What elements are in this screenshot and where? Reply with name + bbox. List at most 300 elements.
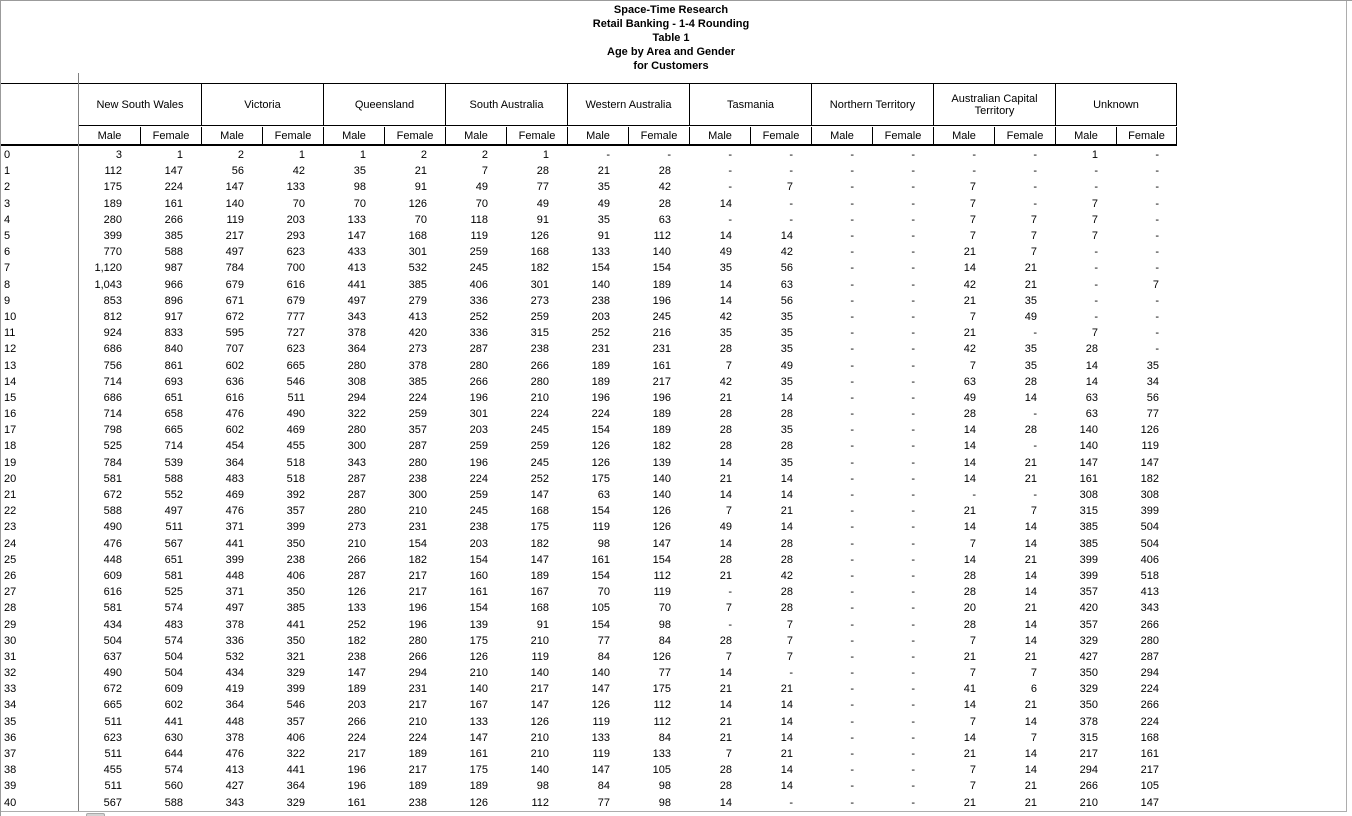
value-cell: 364 <box>286 780 305 793</box>
value-cell: 140 <box>652 489 671 502</box>
value-cell: - <box>850 391 854 404</box>
value-cell: 14 <box>719 537 732 550</box>
value-cell: 98 <box>536 780 549 793</box>
value-cell: 35 <box>780 327 793 340</box>
value-cell: - <box>911 440 915 453</box>
value-cell: 385 <box>164 230 183 243</box>
value-cell: 14 <box>719 667 732 680</box>
value-cell: 448 <box>103 553 122 566</box>
value-cell: 350 <box>286 634 305 647</box>
value-cell: 266 <box>164 213 183 226</box>
value-cell: 7 <box>969 537 976 550</box>
age-cell: 15 <box>4 391 17 404</box>
value-cell: - <box>850 764 854 777</box>
age-cell: 34 <box>4 699 17 712</box>
value-cell: - <box>850 537 854 550</box>
value-cell: 139 <box>652 456 671 469</box>
value-cell: 210 <box>530 391 549 404</box>
column-subheader: Male <box>811 127 872 145</box>
value-cell: 224 <box>408 731 427 744</box>
value-cell: 140 <box>652 472 671 485</box>
value-cell: 609 <box>103 569 122 582</box>
value-cell: 70 <box>597 586 610 599</box>
value-cell: 329 <box>1079 634 1098 647</box>
value-cell: 14 <box>780 391 793 404</box>
value-cell: 679 <box>225 278 244 291</box>
value-cell: - <box>850 424 854 437</box>
value-cell: - <box>911 213 915 226</box>
value-cell: 35 <box>780 343 793 356</box>
value-cell: - <box>728 165 732 178</box>
value-cell: - <box>850 230 854 243</box>
value-cell: 7 <box>1030 213 1037 226</box>
value-cell: 35 <box>780 424 793 437</box>
value-cell: 552 <box>164 489 183 502</box>
value-cell: 14 <box>963 424 976 437</box>
value-cell: - <box>850 618 854 631</box>
value-cell: 140 <box>530 667 549 680</box>
value-cell: 420 <box>1079 602 1098 615</box>
value-cell: 140 <box>652 246 671 259</box>
value-cell: 7 <box>969 780 976 793</box>
value-cell: 217 <box>1140 764 1159 777</box>
value-cell: 147 <box>530 489 549 502</box>
value-cell: 105 <box>1140 780 1159 793</box>
value-cell: 140 <box>225 197 244 210</box>
value-cell: 266 <box>469 375 488 388</box>
age-cell: 33 <box>4 683 17 696</box>
value-cell: 14 <box>1024 715 1037 728</box>
value-cell: - <box>1033 440 1037 453</box>
value-cell: 671 <box>225 294 244 307</box>
value-cell: 490 <box>286 408 305 421</box>
value-cell: 924 <box>103 327 122 340</box>
value-cell: - <box>850 327 854 340</box>
value-cell: 56 <box>231 165 244 178</box>
value-cell: - <box>850 472 854 485</box>
value-cell: 196 <box>652 391 671 404</box>
value-cell: - <box>972 489 976 502</box>
value-cell: 672 <box>225 310 244 323</box>
table-row <box>1 568 1177 584</box>
age-cell: 21 <box>4 489 17 502</box>
value-cell: - <box>911 602 915 615</box>
value-cell: 300 <box>408 489 427 502</box>
report-title <box>1 3 1341 73</box>
value-cell: 56 <box>780 294 793 307</box>
table-row <box>1 487 1177 503</box>
value-cell: - <box>911 408 915 421</box>
value-cell: 504 <box>164 667 183 680</box>
value-cell: 224 <box>1140 683 1159 696</box>
value-cell: 147 <box>530 699 549 712</box>
value-cell: 406 <box>286 569 305 582</box>
value-cell: 231 <box>408 521 427 534</box>
value-cell: 210 <box>408 505 427 518</box>
value-cell: 147 <box>591 683 610 696</box>
value-cell: 651 <box>164 391 183 404</box>
value-cell: - <box>789 213 793 226</box>
value-cell: 532 <box>225 650 244 663</box>
value-cell: - <box>1155 165 1159 178</box>
value-cell: 35 <box>1024 343 1037 356</box>
value-cell: 224 <box>347 731 366 744</box>
value-cell: 35 <box>1024 359 1037 372</box>
value-cell: 182 <box>408 553 427 566</box>
value-cell: 581 <box>103 472 122 485</box>
value-cell: 217 <box>408 569 427 582</box>
value-cell: 539 <box>164 456 183 469</box>
age-cell: 17 <box>4 424 17 437</box>
value-cell: 28 <box>780 602 793 615</box>
value-cell: 399 <box>286 521 305 534</box>
value-cell: 679 <box>286 294 305 307</box>
value-cell: 182 <box>530 537 549 550</box>
value-cell: - <box>911 586 915 599</box>
value-cell: 280 <box>347 359 366 372</box>
value-cell: 118 <box>470 213 488 226</box>
value-cell: - <box>1033 408 1037 421</box>
value-cell: 518 <box>1140 569 1159 582</box>
value-cell: 189 <box>652 408 671 421</box>
value-cell: 658 <box>164 408 183 421</box>
value-cell: 343 <box>1140 602 1159 615</box>
value-cell: 714 <box>103 408 122 421</box>
table-row <box>1 293 1177 309</box>
table-row <box>1 341 1177 357</box>
value-cell: 133 <box>286 181 305 194</box>
value-cell: 14 <box>1085 359 1098 372</box>
value-cell: - <box>1094 165 1098 178</box>
value-cell: 168 <box>530 505 549 518</box>
value-cell: 7 <box>1091 327 1098 340</box>
column-subheader: Male <box>97 130 122 142</box>
value-cell: 28 <box>780 586 793 599</box>
value-cell: 280 <box>347 424 366 437</box>
value-cell: 245 <box>469 505 488 518</box>
value-cell: 126 <box>530 230 549 243</box>
value-cell: 574 <box>164 764 183 777</box>
value-cell: 280 <box>408 634 427 647</box>
table-row <box>1 277 1177 293</box>
column-subheader: Male <box>689 127 750 145</box>
value-cell: 63 <box>1085 408 1098 421</box>
value-cell: 42 <box>963 278 976 291</box>
table-row <box>1 163 1177 179</box>
value-cell: 77 <box>597 634 610 647</box>
value-cell: - <box>972 149 976 162</box>
value-cell: 217 <box>225 230 244 243</box>
value-cell: 175 <box>652 683 671 696</box>
value-cell: 1 <box>542 149 549 162</box>
value-cell: 21 <box>780 683 793 696</box>
column-subheader: Female <box>140 127 201 145</box>
value-cell: 636 <box>225 375 244 388</box>
value-cell: - <box>911 456 915 469</box>
value-cell: 546 <box>286 699 305 712</box>
value-cell: - <box>1155 230 1159 243</box>
value-cell: 357 <box>408 424 427 437</box>
table-row <box>1 325 1177 341</box>
table-row <box>1 778 1177 794</box>
value-cell: 35 <box>597 213 610 226</box>
value-cell: 35 <box>780 456 793 469</box>
value-cell: - <box>911 149 915 162</box>
value-cell: 28 <box>719 634 732 647</box>
value-cell: 49 <box>780 359 793 372</box>
value-cell: 161 <box>347 796 366 809</box>
value-cell: 602 <box>225 424 244 437</box>
value-cell: 196 <box>408 602 427 615</box>
value-cell: 7 <box>1091 213 1098 226</box>
value-cell: 399 <box>1079 553 1098 566</box>
value-cell: 798 <box>103 424 122 437</box>
value-cell: 651 <box>164 553 183 566</box>
value-cell: 77 <box>658 667 671 680</box>
table-row <box>1 503 1177 519</box>
value-cell: 357 <box>286 715 305 728</box>
value-cell: 14 <box>719 197 732 210</box>
age-cell: 35 <box>4 715 17 728</box>
value-cell: - <box>850 634 854 647</box>
value-cell: 84 <box>658 634 671 647</box>
value-cell: 287 <box>347 569 366 582</box>
value-cell: 574 <box>164 602 183 615</box>
value-cell: 84 <box>597 780 610 793</box>
value-cell: 28 <box>719 780 732 793</box>
table-row <box>1 616 1177 632</box>
value-cell: 182 <box>347 634 366 647</box>
column-subheader: Female <box>262 127 323 145</box>
title-line-table-number: Table 1 <box>652 32 690 44</box>
value-cell: 224 <box>1140 715 1159 728</box>
value-cell: 28 <box>963 569 976 582</box>
value-cell: 119 <box>470 230 488 243</box>
table-row <box>1 552 1177 568</box>
value-cell: 7 <box>1152 278 1159 291</box>
value-cell: 357 <box>286 505 305 518</box>
value-cell: - <box>789 796 793 809</box>
value-cell: 231 <box>652 343 671 356</box>
table-row <box>1 681 1177 697</box>
value-cell: 434 <box>225 667 244 680</box>
table-row <box>1 212 1177 228</box>
value-cell: 490 <box>103 521 122 534</box>
value-cell: - <box>911 634 915 647</box>
table-row <box>1 228 1177 244</box>
value-cell: 280 <box>1140 634 1159 647</box>
value-cell: - <box>911 391 915 404</box>
value-cell: 49 <box>719 246 732 259</box>
value-cell: 70 <box>475 197 488 210</box>
value-cell: - <box>911 294 915 307</box>
value-cell: 28 <box>1024 424 1037 437</box>
value-cell: 14 <box>963 699 976 712</box>
value-cell: 560 <box>164 780 183 793</box>
value-cell: 168 <box>530 246 549 259</box>
value-cell: 126 <box>1140 424 1159 437</box>
value-cell: - <box>850 699 854 712</box>
value-cell: - <box>850 456 854 469</box>
value-cell: 287 <box>1140 650 1159 663</box>
value-cell: 21 <box>414 165 427 178</box>
value-cell: 49 <box>719 521 732 534</box>
vertical-scrollbar[interactable] <box>1347 1 1352 816</box>
value-cell: 210 <box>469 667 488 680</box>
value-cell: 140 <box>530 764 549 777</box>
value-cell: 14 <box>780 521 793 534</box>
value-cell: 28 <box>963 618 976 631</box>
table-body <box>1 147 1177 811</box>
value-cell: 518 <box>286 456 305 469</box>
value-cell: 588 <box>164 246 183 259</box>
value-cell: 308 <box>1079 489 1098 502</box>
value-cell: 189 <box>652 278 671 291</box>
value-cell: 14 <box>963 472 976 485</box>
value-cell: 378 <box>408 359 427 372</box>
value-cell: 301 <box>530 278 549 291</box>
value-cell: 280 <box>469 359 488 372</box>
value-cell: 203 <box>469 537 488 550</box>
value-cell: 154 <box>652 262 671 275</box>
value-cell: - <box>850 683 854 696</box>
value-cell: 7 <box>786 634 793 647</box>
table-row <box>1 196 1177 212</box>
value-cell: 7 <box>725 359 732 372</box>
value-cell: 203 <box>591 310 610 323</box>
value-cell: 616 <box>225 391 244 404</box>
value-cell: 686 <box>103 391 122 404</box>
value-cell: 14 <box>780 715 793 728</box>
value-cell: 343 <box>347 456 366 469</box>
value-cell: - <box>1155 310 1159 323</box>
value-cell: 14 <box>1024 569 1037 582</box>
value-cell: 217 <box>530 683 549 696</box>
value-cell: - <box>911 197 915 210</box>
value-cell: 2 <box>481 149 488 162</box>
table-row <box>1 519 1177 535</box>
value-cell: - <box>1155 343 1159 356</box>
value-cell: 14 <box>963 521 976 534</box>
value-cell: 287 <box>347 472 366 485</box>
value-cell: - <box>911 537 915 550</box>
value-cell: - <box>850 343 854 356</box>
value-cell: - <box>1155 294 1159 307</box>
age-cell: 3 <box>4 197 11 210</box>
value-cell: 7 <box>1091 197 1098 210</box>
value-cell: 196 <box>469 391 488 404</box>
value-cell: 413 <box>347 262 366 275</box>
value-cell: - <box>972 165 976 178</box>
value-cell: 497 <box>164 505 183 518</box>
value-cell: 133 <box>591 246 610 259</box>
value-cell: - <box>850 262 854 275</box>
value-cell: 14 <box>1024 748 1037 761</box>
value-cell: 252 <box>347 618 366 631</box>
age-cell: 16 <box>4 408 17 421</box>
value-cell: 350 <box>1079 667 1098 680</box>
value-cell: 42 <box>292 165 305 178</box>
value-cell: 321 <box>286 650 305 663</box>
value-cell: 336 <box>469 294 488 307</box>
value-cell: 686 <box>103 343 122 356</box>
value-cell: 14 <box>963 440 976 453</box>
age-cell: 28 <box>4 602 17 615</box>
value-cell: 378 <box>225 731 244 744</box>
title-line-dimensions: Age by Area and Gender <box>607 46 735 58</box>
table-row <box>1 390 1177 406</box>
value-cell: 189 <box>591 359 610 372</box>
value-cell: 77 <box>1146 408 1159 421</box>
value-cell: 756 <box>103 359 122 372</box>
value-cell: - <box>850 489 854 502</box>
value-cell: 196 <box>591 391 610 404</box>
value-cell: 476 <box>225 505 244 518</box>
table-row <box>1 697 1177 713</box>
value-cell: 727 <box>286 327 305 340</box>
value-cell: - <box>850 505 854 518</box>
value-cell: 392 <box>286 489 305 502</box>
value-cell: 126 <box>469 796 488 809</box>
column-group-header-tas: Tasmania <box>689 84 811 126</box>
value-cell: 308 <box>347 375 366 388</box>
value-cell: 588 <box>164 472 183 485</box>
value-cell: 210 <box>530 634 549 647</box>
value-cell: 21 <box>780 505 793 518</box>
value-cell: - <box>789 149 793 162</box>
value-cell: 14 <box>719 230 732 243</box>
value-cell: 28 <box>719 764 732 777</box>
age-cell: 20 <box>4 472 17 485</box>
age-cell: 10 <box>4 310 17 323</box>
value-cell: 511 <box>104 715 122 728</box>
age-cell: 37 <box>4 748 17 761</box>
value-cell: 14 <box>719 456 732 469</box>
value-cell: 441 <box>347 278 366 291</box>
column-subheader: Male <box>445 127 506 145</box>
value-cell: 139 <box>469 618 488 631</box>
value-cell: 287 <box>469 343 488 356</box>
value-cell: 315 <box>1079 505 1098 518</box>
value-cell: 511 <box>165 521 183 534</box>
value-cell: - <box>911 278 915 291</box>
value-cell: - <box>850 278 854 291</box>
value-cell: 525 <box>164 586 183 599</box>
value-cell: 259 <box>408 408 427 421</box>
age-cell: 19 <box>4 456 17 469</box>
value-cell: 504 <box>164 650 183 663</box>
value-cell: - <box>606 149 610 162</box>
age-cell: 9 <box>4 294 11 307</box>
value-cell: 98 <box>597 537 610 550</box>
value-cell: 623 <box>103 731 122 744</box>
value-cell: 203 <box>347 699 366 712</box>
value-cell: - <box>728 149 732 162</box>
value-cell: 224 <box>408 391 427 404</box>
value-cell: 448 <box>225 715 244 728</box>
value-cell: 588 <box>164 796 183 809</box>
horizontal-scrollbar[interactable] <box>1 812 1347 816</box>
value-cell: 49 <box>536 197 549 210</box>
value-cell: 21 <box>1024 780 1037 793</box>
value-cell: 167 <box>469 699 488 712</box>
value-cell: 35 <box>1024 294 1037 307</box>
table-row <box>1 406 1177 422</box>
value-cell: 7 <box>969 667 976 680</box>
value-cell: 21 <box>963 748 976 761</box>
value-cell: 21 <box>1024 650 1037 663</box>
value-cell: 7 <box>786 650 793 663</box>
